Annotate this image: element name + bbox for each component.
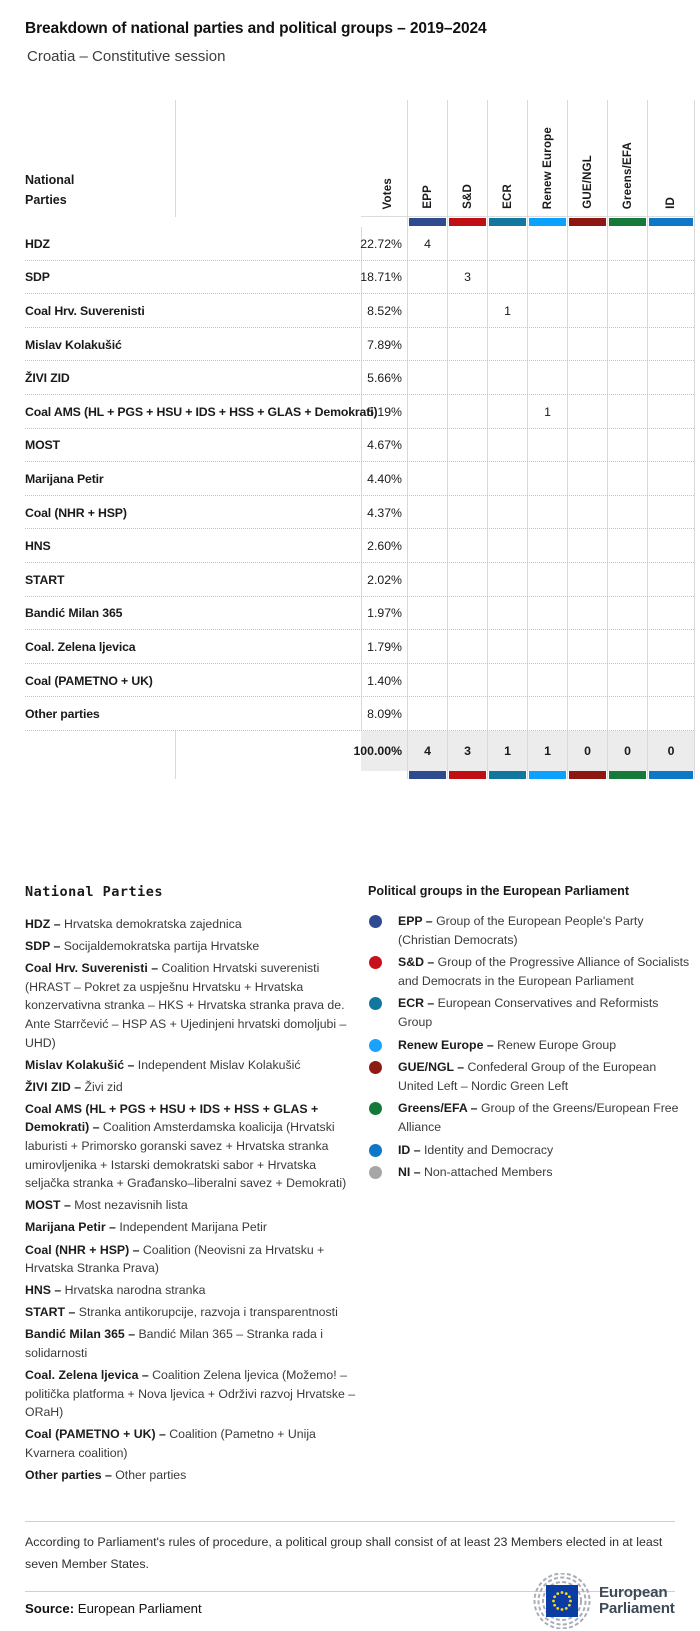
- renew-color-dot: [369, 1039, 382, 1052]
- seat-cell: [407, 563, 447, 597]
- total-votes-cell: 100.00%: [361, 731, 407, 771]
- votes-cell: 22.72%: [361, 227, 407, 261]
- id-color-bar: [649, 771, 693, 779]
- guengl-color-bar: [569, 771, 606, 779]
- seat-cell: [447, 630, 487, 664]
- legend-item: Other parties – Other parties: [25, 1468, 187, 1483]
- party-name-cell: Coal AMS (HL + PGS + HSU + IDS + HSS + GLAS + Demokrati): [25, 404, 378, 419]
- seat-cell: [527, 563, 567, 597]
- seat-cell: [487, 328, 527, 362]
- seat-cell: [647, 361, 694, 395]
- party-name-cell: Coal (NHR + HSP): [25, 505, 127, 520]
- legend-item: ECR – European Conservatives and Reformists Group: [368, 994, 690, 1031]
- spacer-cell: [361, 217, 407, 227]
- seat-cell: 3: [447, 261, 487, 295]
- greensefa-color-bar: [609, 771, 646, 779]
- total-seat-cell: 1: [527, 731, 567, 771]
- legend-item: Mislav Kolakušić – Independent Mislav Kolakušić: [25, 1057, 301, 1072]
- seat-cell: [647, 597, 694, 631]
- table-row: [0, 664, 700, 698]
- votes-cell: 4.37%: [361, 496, 407, 530]
- seat-cell: [567, 563, 607, 597]
- party-name-cell: Coal. Zelena ljevica: [25, 639, 136, 654]
- seat-cell: [487, 462, 527, 496]
- column-header-id: ID: [647, 100, 694, 217]
- total-label-cell: [0, 731, 361, 771]
- epp-color-bar: [409, 771, 446, 779]
- ecr-color-bar: [489, 218, 526, 226]
- sd-color-bar: [449, 771, 486, 779]
- seat-cell: [487, 529, 527, 563]
- seat-cell: [487, 261, 527, 295]
- spacer-cell: [694, 217, 700, 227]
- legend-item: Coal Hrv. Suverenisti – Coalition Hrvatski suverenisti (HRAST – Pokret za uspješnu Hrvatsku + Hrvatska konzervativna stranka – HKS + Hrvatska stranka prava de. Ante Starrčević – HSP AS + Ujedinjeni hrvatski domoljubi – UHD): [25, 961, 347, 1050]
- party-name-cell: HNS: [25, 539, 51, 554]
- votes-cell: 18.71%: [361, 261, 407, 295]
- seat-cell: [407, 462, 447, 496]
- seat-cell: [447, 328, 487, 362]
- spacer-cell: [694, 731, 700, 771]
- table-row: [0, 597, 700, 631]
- seat-cell: [647, 462, 694, 496]
- seat-cell: [567, 328, 607, 362]
- spacer-cell: [0, 217, 361, 227]
- seat-cell: [647, 496, 694, 530]
- seat-cell: [407, 697, 447, 731]
- seat-cell: [607, 563, 647, 597]
- seat-cell: [487, 395, 527, 429]
- legend-item: Coal AMS (HL + PGS + HSU + IDS + HSS + GLAS + Demokrati) – Coalition Amsterdamska koalicija (Hrvatski laburisti + Primorsko goranski savez + Hrvatska stranka umirovljenika + Istarski demokratski sabor + Hrvatska seljačka stranka + Građansko–liberalni savez + Demokrati): [25, 1101, 347, 1191]
- table-row: [0, 563, 700, 597]
- seat-cell: [487, 227, 527, 261]
- seat-cell: [607, 361, 647, 395]
- seat-cell: [527, 227, 567, 261]
- legend-item: Coal (PAMETNO + UK) – Coalition (Pametno + Unija Kvarnera coalition): [25, 1427, 316, 1460]
- seat-cell: [607, 529, 647, 563]
- spacer-cell: [361, 771, 407, 779]
- national-parties-legend-title: National Parties: [25, 884, 164, 900]
- table-row: [0, 429, 700, 463]
- seat-cell: [607, 429, 647, 463]
- legend-item: Renew Europe – Renew Europe Group: [368, 1036, 690, 1055]
- seat-cell: [407, 529, 447, 563]
- party-name-cell: Mislav Kolakušić: [25, 337, 122, 352]
- group-color-bars: [0, 217, 700, 227]
- seat-cell: [607, 227, 647, 261]
- sd-color-bar: [449, 218, 486, 226]
- spacer-cell: [694, 100, 700, 217]
- seat-cell: [487, 597, 527, 631]
- seat-cell: [647, 227, 694, 261]
- total-seat-cell: 0: [607, 731, 647, 771]
- seat-cell: [527, 361, 567, 395]
- legend-item: Greens/EFA – Group of the Greens/European Free Alliance: [368, 1099, 690, 1136]
- votes-cell: 1.97%: [361, 597, 407, 631]
- spacer-cell: [694, 294, 700, 328]
- legend-item: MOST – Most nezavisnih lista: [25, 1198, 188, 1213]
- seat-cell: [447, 395, 487, 429]
- legend-item: NI – Non-attached Members: [368, 1163, 690, 1182]
- page-title: Breakdown of national parties and political groups – 2019–2024: [25, 20, 487, 37]
- spacer-cell: [694, 462, 700, 496]
- seat-cell: [567, 630, 607, 664]
- legend-item: S&D – Group of the Progressive Alliance of Socialists and Democrats in the European Parliament: [368, 953, 690, 990]
- column-header-ecr: ECR: [487, 100, 527, 217]
- table-row: [0, 361, 700, 395]
- total-seat-cell: 4: [407, 731, 447, 771]
- seat-cell: [567, 529, 607, 563]
- seat-cell: [647, 563, 694, 597]
- party-name-cell: MOST: [25, 438, 60, 453]
- column-header-renew: Renew Europe: [527, 100, 567, 217]
- political-groups-legend: [368, 884, 690, 1186]
- seat-cell: [647, 395, 694, 429]
- spacer-cell: [694, 563, 700, 597]
- votes-cell: 4.40%: [361, 462, 407, 496]
- seat-cell: [447, 294, 487, 328]
- seat-cell: [647, 630, 694, 664]
- seat-cell: [567, 261, 607, 295]
- source-line: [25, 1601, 202, 1616]
- seat-cell: [447, 597, 487, 631]
- column-header-votes: Votes: [361, 100, 407, 217]
- legend-item: Coal. Zelena ljevica – Coalition Zelena ljevica (Možemo! – politička platforma + Nova ljevica + Održivi razvoj Hrvatske – ORaH): [25, 1368, 356, 1420]
- spacer-cell: [694, 328, 700, 362]
- legend-item: Marijana Petir – Independent Marijana Petir: [25, 1220, 267, 1235]
- seat-cell: [527, 261, 567, 295]
- seat-cell: [407, 496, 447, 530]
- party-name-cell: Marijana Petir: [25, 471, 104, 486]
- seat-cell: [407, 429, 447, 463]
- seat-cell: [647, 261, 694, 295]
- seat-cell: [567, 496, 607, 530]
- spacer-cell: [694, 697, 700, 731]
- seat-cell: [407, 361, 447, 395]
- spacer-cell: [694, 429, 700, 463]
- total-seat-cell: 0: [567, 731, 607, 771]
- seat-cell: [487, 429, 527, 463]
- party-name-cell: START: [25, 572, 65, 587]
- total-seat-cell: 0: [647, 731, 694, 771]
- votes-cell: 7.89%: [361, 328, 407, 362]
- legend-item: ŽIVI ZID – Živi zid: [25, 1079, 123, 1094]
- column-header-guengl: GUE/NGL: [567, 100, 607, 217]
- page-subtitle: Croatia – Constitutive session: [27, 48, 226, 65]
- spacer-cell: [694, 395, 700, 429]
- seat-cell: [567, 361, 607, 395]
- seat-cell: [607, 597, 647, 631]
- seat-cell: [447, 563, 487, 597]
- seat-cell: [647, 429, 694, 463]
- source-value: European Parliament: [74, 1601, 202, 1616]
- column-header-national-parties: National Parties: [0, 100, 361, 217]
- seat-cell: [647, 697, 694, 731]
- total-seat-cell: 3: [447, 731, 487, 771]
- spacer-cell: [694, 227, 700, 261]
- seat-cell: [527, 630, 567, 664]
- seat-cell: [487, 664, 527, 698]
- legend-item: HNS – Hrvatska narodna stranka: [25, 1283, 206, 1298]
- seat-cell: [527, 529, 567, 563]
- legend-item: ID – Identity and Democracy: [368, 1141, 690, 1160]
- spacer-cell: [694, 261, 700, 295]
- seat-cell: [647, 328, 694, 362]
- column-header-epp: EPP: [407, 100, 447, 217]
- ecr-color-dot: [369, 997, 382, 1010]
- votes-cell: 4.67%: [361, 429, 407, 463]
- table-row: [0, 496, 700, 530]
- seat-cell: [487, 630, 527, 664]
- votes-cell: 8.52%: [361, 294, 407, 328]
- seat-cell: [487, 361, 527, 395]
- legend-item: GUE/NGL – Confederal Group of the European United Left – Nordic Green Left: [368, 1058, 690, 1095]
- seat-cell: [527, 328, 567, 362]
- total-row: [0, 731, 700, 771]
- seat-cell: [647, 664, 694, 698]
- seat-cell: [607, 697, 647, 731]
- seat-cell: [447, 462, 487, 496]
- spacer-cell: [694, 771, 700, 779]
- seat-cell: [567, 294, 607, 328]
- greensefa-color-dot: [369, 1102, 382, 1115]
- seat-cell: [527, 496, 567, 530]
- votes-cell: 2.02%: [361, 563, 407, 597]
- seat-cell: [607, 496, 647, 530]
- party-name-cell: Coal Hrv. Suverenisti: [25, 303, 145, 318]
- total-divider: [175, 731, 176, 779]
- seat-cell: [407, 395, 447, 429]
- seat-cell: [407, 664, 447, 698]
- seat-cell: [527, 664, 567, 698]
- seat-cell: [567, 395, 607, 429]
- renew-color-bar: [529, 771, 566, 779]
- seat-cell: [567, 664, 607, 698]
- votes-cell: 5.19%: [361, 395, 407, 429]
- seat-cell: [607, 328, 647, 362]
- column-header-greensefa: Greens/EFA: [607, 100, 647, 217]
- seat-cell: [407, 597, 447, 631]
- seat-cell: [527, 294, 567, 328]
- votes-cell: 1.40%: [361, 664, 407, 698]
- european-parliament-logo: [502, 1572, 696, 1630]
- seat-cell: [607, 395, 647, 429]
- legend-item: EPP – Group of the European People's Party (Christian Democrats): [368, 912, 690, 949]
- seat-cell: [647, 529, 694, 563]
- national-parties-legend: [25, 884, 361, 1488]
- party-name-cell: HDZ: [25, 236, 50, 251]
- id-color-bar: [649, 218, 693, 226]
- seat-cell: [407, 328, 447, 362]
- party-name-cell: Bandić Milan 365: [25, 606, 123, 621]
- seat-cell: 1: [487, 294, 527, 328]
- seat-cell: [647, 294, 694, 328]
- table-row: [0, 529, 700, 563]
- seat-cell: [447, 429, 487, 463]
- legend-item: SDP – Socijaldemokratska partija Hrvatske: [25, 939, 260, 954]
- seat-cell: [607, 664, 647, 698]
- spacer-cell: [694, 664, 700, 698]
- ep-hemicycle-icon: [502, 1573, 594, 1629]
- table-row: [0, 630, 700, 664]
- seat-cell: [527, 697, 567, 731]
- seat-cell: [407, 630, 447, 664]
- party-name-cell: Other parties: [25, 707, 100, 722]
- seats-table: [0, 100, 700, 779]
- seat-cell: [607, 462, 647, 496]
- votes-cell: 2.60%: [361, 529, 407, 563]
- source-label: Source:: [25, 1601, 75, 1616]
- spacer-cell: [0, 771, 361, 779]
- seat-cell: [407, 294, 447, 328]
- total-seat-cell: 1: [487, 731, 527, 771]
- seat-cell: 4: [407, 227, 447, 261]
- table-row: [0, 462, 700, 496]
- seat-cell: [527, 462, 567, 496]
- guengl-color-dot: [369, 1061, 382, 1074]
- seat-cell: 1: [527, 395, 567, 429]
- table-row: [0, 395, 700, 429]
- column-header-sd: S&D: [447, 100, 487, 217]
- votes-cell: 1.79%: [361, 630, 407, 664]
- legend-item: START – Stranka antikorupcije, razvoja i transparentnosti: [25, 1305, 338, 1320]
- seat-cell: [567, 429, 607, 463]
- table-row: [0, 227, 700, 261]
- spacer-cell: [694, 597, 700, 631]
- table-row: [0, 328, 700, 362]
- seat-cell: [567, 462, 607, 496]
- table-row: [0, 261, 700, 295]
- table-header-row: [0, 100, 700, 217]
- spacer-cell: [694, 529, 700, 563]
- seat-cell: [487, 563, 527, 597]
- seat-cell: [447, 496, 487, 530]
- legend-item: HDZ – Hrvatska demokratska zajednica: [25, 917, 242, 931]
- group-color-bars-bottom: [0, 771, 700, 779]
- spacer-cell: [694, 361, 700, 395]
- political-groups-legend-title: Political groups in the European Parliament: [368, 884, 630, 898]
- epp-color-dot: [369, 915, 382, 928]
- epp-color-bar: [409, 218, 446, 226]
- party-name-cell: Coal (PAMETNO + UK): [25, 673, 153, 688]
- id-color-dot: [369, 1144, 382, 1157]
- divider: [25, 1521, 675, 1522]
- seat-cell: [567, 597, 607, 631]
- legend-item: Coal (NHR + HSP) – Coalition (Neovisni za Hrvatsku + Hrvatska Stranka Prava): [25, 1242, 325, 1276]
- party-name-cell: SDP: [25, 270, 50, 285]
- seat-cell: [527, 597, 567, 631]
- seat-cell: [447, 664, 487, 698]
- votes-cell: 8.09%: [361, 697, 407, 731]
- seat-cell: [447, 227, 487, 261]
- ni-color-dot: [369, 1166, 382, 1179]
- sd-color-dot: [369, 956, 382, 969]
- seat-cell: [567, 227, 607, 261]
- seat-cell: [407, 261, 447, 295]
- ecr-color-bar: [489, 771, 526, 779]
- legend-item: Bandić Milan 365 – Bandić Milan 365 – Stranka rada i solidarnosti: [25, 1327, 324, 1360]
- seat-cell: [567, 697, 607, 731]
- footnote: According to Parliament's rules of procedure, a political group shall consist of at least 23 Members elected in at least seven Member States.: [25, 1535, 663, 1571]
- seat-cell: [607, 630, 647, 664]
- seat-cell: [607, 261, 647, 295]
- table-row: [0, 697, 700, 731]
- party-name-cell: ŽIVI ZID: [25, 371, 70, 386]
- spacer-cell: [694, 496, 700, 530]
- header-divider: [175, 100, 176, 217]
- guengl-color-bar: [569, 218, 606, 226]
- votes-cell: 5.66%: [361, 361, 407, 395]
- renew-color-bar: [529, 218, 566, 226]
- seat-cell: [447, 529, 487, 563]
- spacer-cell: [694, 630, 700, 664]
- table-row: [0, 294, 700, 328]
- seat-cell: [487, 496, 527, 530]
- greensefa-color-bar: [609, 218, 646, 226]
- seat-cell: [447, 697, 487, 731]
- logo-text: European Parliament: [599, 1583, 675, 1617]
- seat-cell: [607, 294, 647, 328]
- seat-cell: [487, 697, 527, 731]
- seat-cell: [447, 361, 487, 395]
- seat-cell: [527, 429, 567, 463]
